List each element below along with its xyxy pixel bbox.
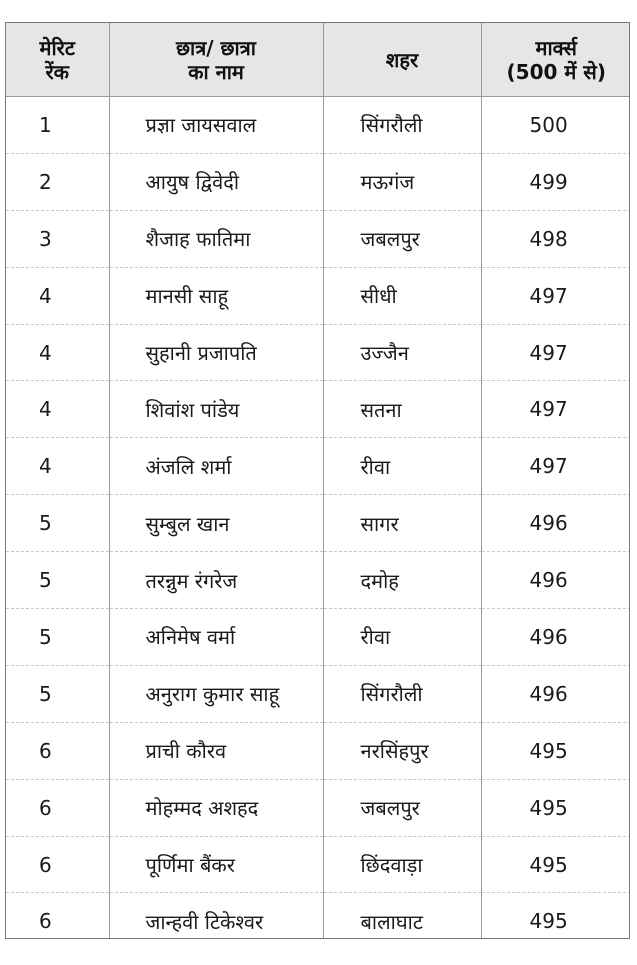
marks-cell: 498 xyxy=(481,210,630,267)
student-name-cell: प्रज्ञा जायसवाल xyxy=(109,97,323,154)
table-row xyxy=(6,893,630,939)
rank-cell: 6 xyxy=(6,779,109,836)
rank-cell: 2 xyxy=(6,153,109,210)
table-row xyxy=(6,609,630,666)
table-row xyxy=(6,836,630,893)
student-name-cell: आयुष द्विवेदी xyxy=(109,153,323,210)
city-cell: सतना xyxy=(323,381,481,438)
marks-cell: 497 xyxy=(481,324,630,381)
rank-cell: 5 xyxy=(6,609,109,666)
header-rank-line-1: मेरिट xyxy=(39,35,75,60)
header-city xyxy=(323,23,481,97)
city-cell: सिंगरौली xyxy=(323,665,481,722)
table-row xyxy=(6,324,630,381)
student-name-cell: अनुराग कुमार साहू xyxy=(109,665,323,722)
header-city-line-1: शहर xyxy=(385,47,419,72)
marks-cell: 497 xyxy=(481,381,630,438)
city-cell: नरसिंहपुर xyxy=(323,722,481,779)
rank-cell: 5 xyxy=(6,665,109,722)
table-row xyxy=(6,267,630,324)
table-row xyxy=(6,495,630,552)
marks-cell: 495 xyxy=(481,779,630,836)
marks-cell: 497 xyxy=(481,438,630,495)
student-name-cell: सुहानी प्रजापति xyxy=(109,324,323,381)
table-header xyxy=(6,23,630,97)
header-marks-line-2: (500 में से) xyxy=(506,59,606,84)
rank-cell: 5 xyxy=(6,552,109,609)
marks-cell: 496 xyxy=(481,665,630,722)
rank-cell: 3 xyxy=(6,210,109,267)
student-name-cell: शिवांश पांडेय xyxy=(109,381,323,438)
marks-cell: 496 xyxy=(481,495,630,552)
table-row xyxy=(6,779,630,836)
city-cell: छिंदवाड़ा xyxy=(323,836,481,893)
table-row xyxy=(6,210,630,267)
marks-cell: 496 xyxy=(481,552,630,609)
table-row xyxy=(6,153,630,210)
city-cell: दमोह xyxy=(323,552,481,609)
header-marks xyxy=(481,23,630,97)
rank-cell: 6 xyxy=(6,893,109,939)
student-name-cell: अंजलि शर्मा xyxy=(109,438,323,495)
table-row xyxy=(6,665,630,722)
table-row xyxy=(6,438,630,495)
student-name-cell: तरन्नुम रंगरेज xyxy=(109,552,323,609)
rank-cell: 4 xyxy=(6,324,109,381)
student-name-cell: पूर्णिमा बैंकर xyxy=(109,836,323,893)
header-student-name xyxy=(109,23,323,97)
rank-cell: 4 xyxy=(6,267,109,324)
table-body xyxy=(6,97,630,940)
student-name-cell: शैजाह फातिमा xyxy=(109,210,323,267)
student-name-cell: मोहम्मद अशहद xyxy=(109,779,323,836)
header-name-line-2: का नाम xyxy=(188,59,244,84)
rank-cell: 6 xyxy=(6,836,109,893)
rank-cell: 4 xyxy=(6,381,109,438)
header-rank-line-2: रेंक xyxy=(45,59,70,84)
student-name-cell: अनिमेष वर्मा xyxy=(109,609,323,666)
rank-cell: 1 xyxy=(6,97,109,154)
city-cell: रीवा xyxy=(323,609,481,666)
student-name-cell: मानसी साहू xyxy=(109,267,323,324)
marks-cell: 499 xyxy=(481,153,630,210)
marks-cell: 500 xyxy=(481,97,630,154)
city-cell: सीधी xyxy=(323,267,481,324)
city-cell: जबलपुर xyxy=(323,779,481,836)
student-name-cell: प्राची कौरव xyxy=(109,722,323,779)
table-row xyxy=(6,381,630,438)
student-name-cell: जान्हवी टिकेश्वर xyxy=(109,893,323,939)
table-row xyxy=(6,722,630,779)
rank-cell: 6 xyxy=(6,722,109,779)
marks-cell: 495 xyxy=(529,909,568,934)
merit-list-table xyxy=(6,23,630,939)
city-cell: जबलपुर xyxy=(323,210,481,267)
header-name-line-1: छात्र/ छात्रा xyxy=(176,35,256,60)
table-row xyxy=(6,97,630,154)
marks-cell: 497 xyxy=(481,267,630,324)
marks-cell: 496 xyxy=(481,609,630,666)
city-cell: सागर xyxy=(323,495,481,552)
city-cell: रीवा xyxy=(323,438,481,495)
header-merit-rank xyxy=(6,23,109,97)
marks-cell: 495 xyxy=(481,722,630,779)
rank-cell: 5 xyxy=(6,495,109,552)
table-row xyxy=(6,552,630,609)
city-cell: उज्जैन xyxy=(323,324,481,381)
city-cell: बालाघाट xyxy=(323,893,481,939)
city-cell: मऊगंज xyxy=(323,153,481,210)
marks-cell: 495 xyxy=(481,836,630,893)
header-marks-line-1: मार्क्स xyxy=(535,35,577,60)
city-cell: सिंगरौली xyxy=(323,97,481,154)
rank-cell: 4 xyxy=(6,438,109,495)
merit-table-frame xyxy=(5,22,630,939)
student-name-cell: सुम्बुल खान xyxy=(109,495,323,552)
